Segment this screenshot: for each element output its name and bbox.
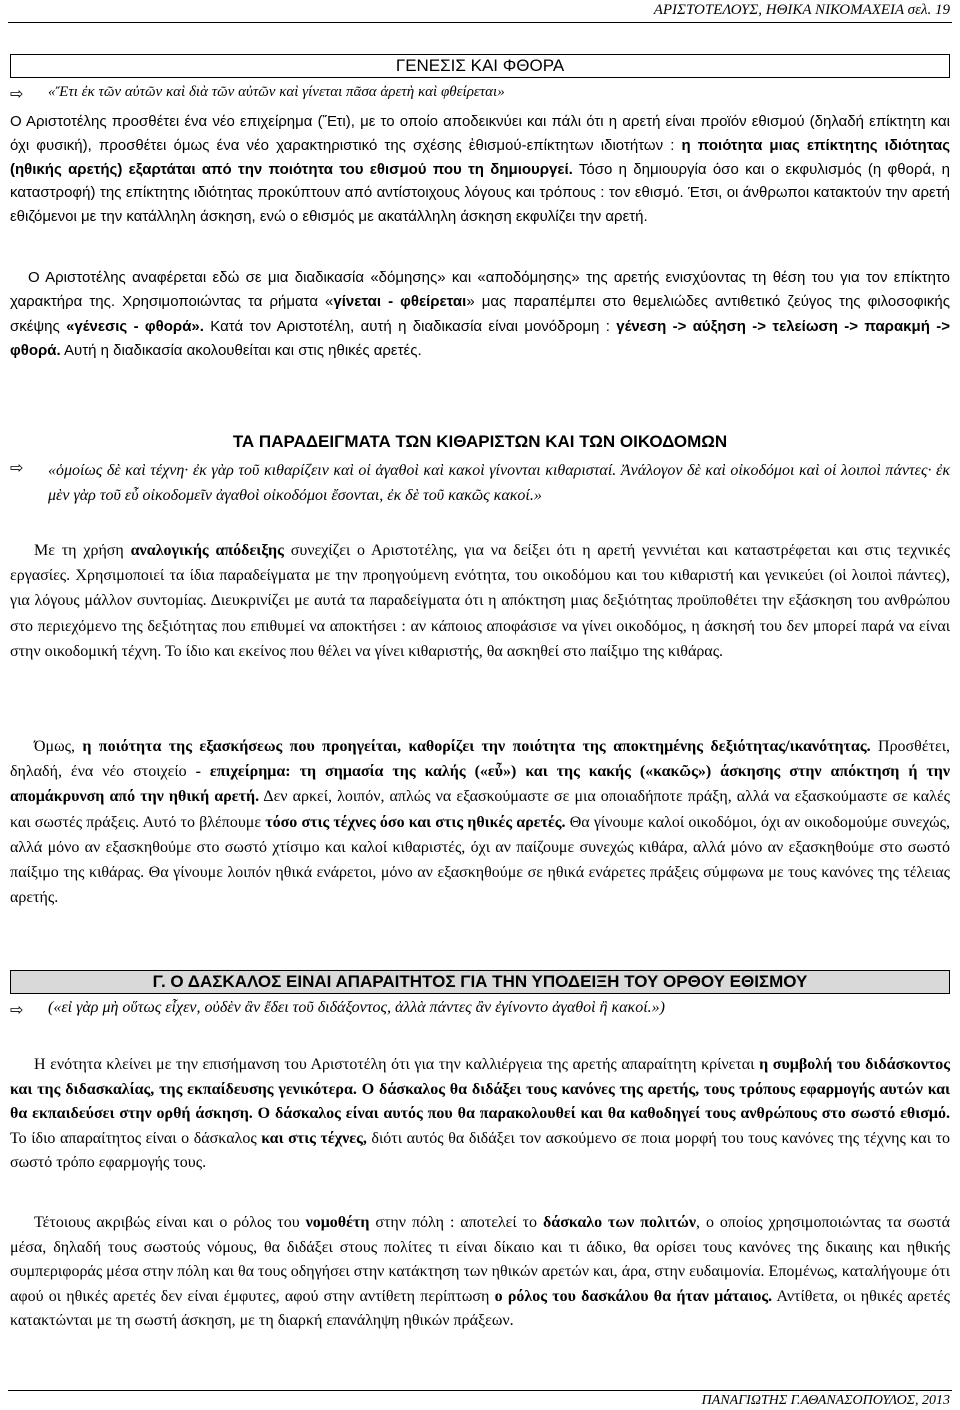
section3-paragraph-2: Τέτοιους ακριβώς είναι και ο ρόλος του νομοθέτη στην πόλη : αποτελεί το δάσκαλο των πολιτών, ο οποίος χρησιμοποιώντας τα σωστά μέσα, δηλαδή τους σωστούς νόμους, θα διδάξει στους πολίτες τι είναι δίκαιο και τι άδικο, θα ορίσει τους κανόνες της δικαιης και ηθικής συμπεριφοράς μέσα στην πόλη και θα τους οδηγήσει στην κατάκτηση των ηθικών αρετών και, άρα, στην ευδαιμονία. Επομένως, καταλήγουμε ότι αφού οι ηθικές αρετές δεν είναι έμφυτες, αφού στην αντίθετη περίπτωση ο ρόλος του δασκάλου θα ήταν μάταιος. Αντίθετα, οι ηθικές αρετές κατακτώνται με τη σωστή άσκηση, με τη διαρκή επανάληψη ηθικών πράξεων. (10, 1214, 951, 1329)
section2-quote: «ὁμοίως δὲ καὶ τέχνη· ἐκ γὰρ τοῦ κιθαρίζειν καὶ οἱ ἀγαθοὶ καὶ κακοὶ γίνονται κιθαρισταί. Ἀνάλογον δὲ καὶ οἰκοδόμοι καὶ οἱ λοιποὶ πάντες· ἐκ μὲν γὰρ τοῦ εὖ οἰκοδομεῖν ἀγαθοὶ οἰκοδόμοι ἔσονται, ἐκ δὲ τοῦ κακῶς κακοί.» (48, 462, 950, 504)
right-arrow-icon: ⇨ (10, 1002, 24, 1019)
right-arrow-icon: ⇨ (10, 460, 24, 477)
right-arrow-icon: ⇨ (10, 86, 24, 103)
section1-paragraph-1: Ο Αριστοτέλης προσθέτει ένα νέο επιχείρημα (Ἔτι), με το οποίο αποδεικνύει και πάλι ότι η αρετή είναι προϊόν εθισμού (δηλαδή επίκτητη και όχι φυσική), προσθέτει όμως ένα νέο χαρακτηριστικό της σχέσης ἐθισμού-επίκτητων ιδιοτήτων : η ποιότητα μιας επίκτητης ιδιότητας (ηθικής αρετής) εξαρτάται από την ποιότητα του εθισμού που τη δημιουργεί. Τόσο η δημιουργία όσο και ο εκφυλισμός (η φθορά, η καταστροφή) της επίκτητης ιδιότητας προκύπτουν από αντίστοιχους λόγους και τρόπους : τον εθισμό. Έτσι, οι άνθρωποι κατακτούν την αρετή εθιζόμενοι με την κατάλληλη άσκηση, ενώ ο εθισμός με ακατάλληλη άσκηση εκφυλίζει την αρετή. (10, 113, 950, 226)
section2-paragraph-2: Όμως, η ποιότητα της εξασκήσεως που προηγείται, καθορίζει την ποιότητα της αποκτημένης δεξιότητας/ικανότητας. Προσθέτει, δηλαδή, ένα νέο στοιχείο - επιχείρημα: τη σημασία της καλής («εὖ») και της κακής («κακῶς») άσκησης στην απόκτηση ή την απομάκρυνση από την ηθική αρετή. Δεν αρκεί, λοιπόν, απλώς να εξασκούμαστε σε μια οποιαδήποτε πράξη, αλλά να εξασκούμαστε σε καλές και σωστές πράξεις. Αυτό το βλέπουμε τόσο στις τέχνες όσο και στις ηθικές αρετές. Θα γίνουμε καλοί οικοδόμοι, όχι αν οικοδομούμε συνεχώς, αλλά μόνο αν εξασκηθούμε στο σωστό χτίσιμο και καλοί κιθαριστές, όχι αν παίζουμε συνεχώς κιθάρα, αλλά μόνο αν εξασκηθούμε στο σωστό παίξιμο της κιθάρας. Θα γίνουμε λοιπόν ηθικά ενάρετοι, μόνο αν εξασκηθούμε σε ηθικά ενάρετες πράξεις σύμφωνα με τους κανόνες της τέλειας αρετής. (10, 738, 951, 907)
running-header: ΑΡΙΣΤΟΤΕΛΟΥΣ, ΗΘΙΚΑ ΝΙΚΟΜΑΧΕΙΑ σελ. 19 (653, 2, 950, 18)
section1-paragraph-2: Ο Αριστοτέλης αναφέρεται εδώ σε μια διαδικασία «δόμησης» και «αποδόμησης» της αρετής ενισχύοντας τη θέση του για τον επίκτητο χαρακτήρα της. Χρησιμοποιώντας τα ρήματα «γίνεται - φθείρεται» μας παραπέμπει στο θεμελιώδες αντιθετικό ζεύγος της φιλοσοφικής σκέψης «γένεσις - φθορά». Κατά τον Αριστοτέλη, αυτή η διαδικασία είναι μονόδρομη : γένεση -> αύξηση -> τελείωση -> παρακμή -> φθορά. Αυτή η διαδικασία ακολουθείται και στις ηθικές αρετές. (10, 269, 951, 359)
header-rule (8, 22, 952, 23)
page-footer: ΠΑΝΑΓΙΩΤΗΣ Γ.ΑΘΑΝΑΣΟΠΟΥΛΟΣ, 2013 (701, 1393, 950, 1408)
section2-paragraph-1: Με τη χρήση αναλογικής απόδειξης συνεχίζει ο Αριστοτέλης, για να δείξει ότι η αρετή γεννιέται και καταστρέφεται και στις τεχνικές εργασίες. Χρησιμοποιεί τα ίδια παραδείγματα με την προηγούμενη ενότητα, του οικοδόμου και του κιθαριστή και γενικεύει (οἱ λοιποὶ πάντες), για λόγους μάλλον συντομίας. Διευκρινίζει με αυτά τα παραδείγματα ότι η απόκτηση μιας δεξιότητας προϋποθέτει την εξάσκηση του ανθρώπου στο περιεχόμενο της δεξιότητας που επιθυμεί να αποκτήσει : αν κάποιος αποφάσισε να γίνει οικοδόμος, η άσκησή του δεν μπορεί παρά να είναι στην οικοδομική τέχνη. Το ίδιο και εκείνος που θέλει να γίνει κιθαριστής, θα ασκηθεί στο παίξιμο της κιθάρας. (10, 542, 951, 660)
section-title-teacher: Γ. Ο ΔΑΣΚΑΛΟΣ ΕΙΝΑΙ ΑΠΑΡΑΙΤΗΤΟΣ ΓΙΑ ΤΗΝ ΥΠΟΔΕΙΞΗ ΤΟΥ ΟΡΘΟΥ ΕΘΙΣΜΟΥ (10, 970, 950, 994)
section-title-examples: ΤΑ ΠΑΡΑΔΕΙΓΜΑΤΑ ΤΩΝ ΚΙΘΑΡΙΣΤΩΝ ΚΑΙ ΤΩΝ ΟΙΚΟΔΟΜΩΝ (232, 432, 728, 451)
footer-rule (8, 1390, 952, 1391)
section3-quote: («εἰ γὰρ μὴ οὕτως εἶχεν, οὐδὲν ἂν ἔδει τοῦ διδάξοντος, ἀλλὰ πάντες ἂν ἐγίνοντο ἀγαθοὶ ἢ κακοί.») (48, 999, 666, 1016)
section-title-genesis: ΓΕΝΕΣΙΣ ΚΑΙ ΦΘΟΡΑ (10, 54, 950, 78)
section1-quote: «Ἔτι ἐκ τῶν αὐτῶν καὶ διὰ τῶν αὐτῶν καὶ γίνεται πᾶσα ἀρετὴ καὶ φθείρεται» (48, 84, 505, 100)
section3-paragraph-1: Η ενότητα κλείνει με την επισήμανση του Αριστοτέλη ότι για την καλλιέργεια της αρετής απαραίτητη κρίνεται η συμβολή του διδάσκοντος και της διδασκαλίας, της εκπαίδευσης γενικότερα. Ο δάσκαλος θα διδάξει τους κανόνες της αρετής, τους τρόπους εφαρμογής αυτών και θα εκπαιδεύσει στην ορθή άσκηση. Ο δάσκαλος είναι αυτός που θα παρακολουθεί και θα καθοδηγεί τους ανθρώπους στο σωστό εθισμό. Το ίδιο απαραίτητος είναι ο δάσκαλος και στις τέχνες, διότι αυτός θα διδάξει τον ασκούμενο σε ποια μορφή του τους κανόνες της τέχνης και το σωστό τρόπο εφαρμογής τους. (10, 1056, 951, 1171)
